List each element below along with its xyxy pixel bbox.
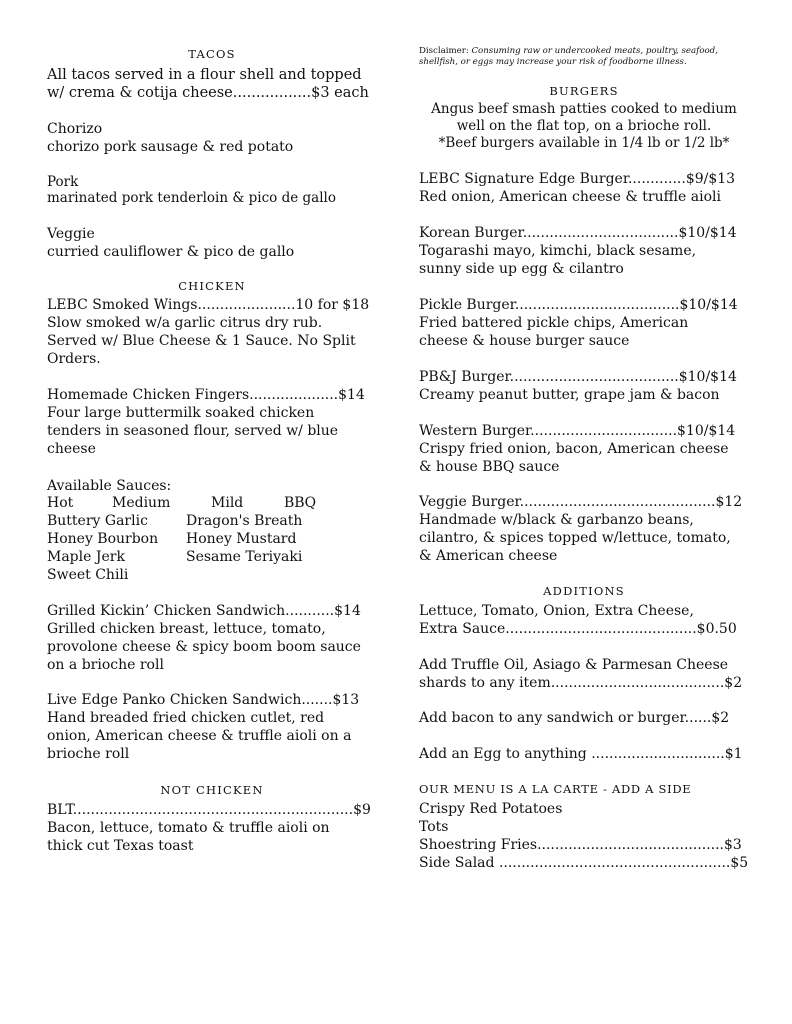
pork-name: Pork (47, 174, 79, 190)
side-item: Crispy Red Potatoes (419, 801, 563, 817)
panko-sandwich-item: Live Edge Panko Chicken Sandwich.......$13 (47, 692, 360, 708)
chorizo-description: chorizo pork sausage & red potato (47, 139, 294, 155)
wings-description: Orders. (47, 351, 101, 367)
pork-description: marinated pork tenderloin & pico de gallo (47, 190, 336, 206)
burgers-intro: well on the flat top, on a brioche roll. (456, 118, 712, 134)
fingers-description: Four large buttermilk soaked chicken (47, 405, 315, 421)
kickin-sandwich-item: Grilled Kickin’ Chicken Sandwich...........$14 (47, 603, 361, 619)
panko-description: Hand breaded fried chicken cutlet, red (47, 710, 325, 726)
sauce-buttery-garlic: Buttery Garlic (47, 513, 148, 529)
kickin-description: Grilled chicken breast, lettuce, tomato, (47, 621, 326, 637)
disclaimer-text: Consuming raw or undercooked meats, poultry, seafood, shellfish, or eggs may increase your risk of foodborne illness. (419, 46, 718, 67)
wings-description: Slow smoked w/a garlic citrus dry rub. (47, 315, 323, 331)
burgers-heading: BURGERS (549, 84, 619, 98)
panko-description: onion, American cheese & truffle aioli on a (47, 728, 352, 744)
burgers-intro: Angus beef smash patties cooked to medium (431, 101, 737, 117)
western-burger-description: & house BBQ sauce (419, 459, 560, 475)
wings-item: LEBC Smoked Wings......................10 for $18 (47, 297, 370, 313)
panko-description: brioche roll (47, 746, 130, 762)
tacos-heading: TACOS (188, 47, 236, 61)
addition-item: Add bacon to any sandwich or burger......$2 (419, 710, 730, 726)
addition-item: shards to any item.......................................$2 (419, 675, 743, 691)
sides-heading: OUR MENU IS A LA CARTE - ADD A SIDE (419, 782, 692, 796)
sauce-honey-bourbon: Honey Bourbon (47, 531, 159, 547)
signature-burger-description: Red onion, American cheese & truffle aioli (419, 189, 721, 205)
sauce-maple-jerk: Maple Jerk (47, 549, 125, 565)
veggie-burger-description: Handmade w/black & garbanzo beans, (419, 512, 694, 528)
sauce-medium: Medium (112, 495, 171, 511)
disclaimer-label: Disclaimer: (419, 46, 472, 56)
tacos-description: All tacos served in a flour shell and topped (47, 67, 362, 83)
sauce-mild: Mild (211, 495, 244, 511)
addition-item: Add an Egg to anything ..............................$1 (419, 746, 743, 762)
korean-burger-item: Korean Burger...................................$10/$14 (419, 225, 737, 241)
chorizo-name: Chorizo (47, 121, 103, 137)
kickin-description: provolone cheese & spicy boom boom sauce (47, 639, 361, 655)
wings-description: Served w/ Blue Cheese & 1 Sauce. No Split (47, 333, 356, 349)
burgers-intro: *Beef burgers available in 1/4 lb or 1/2 lb* (438, 135, 730, 151)
disclaimer (419, 46, 729, 67)
sauce-sesame-teriyaki: Sesame Teriyaki (186, 549, 303, 565)
signature-burger-item: LEBC Signature Edge Burger.............$9/$13 (419, 171, 736, 187)
fingers-item: Homemade Chicken Fingers....................$14 (47, 387, 365, 403)
sauce-bbq: BBQ (284, 495, 317, 511)
not-chicken-heading: NOT CHICKEN (160, 783, 264, 797)
pickle-burger-description: cheese & house burger sauce (419, 333, 630, 349)
addition-item: Lettuce, Tomato, Onion, Extra Cheese, (419, 603, 694, 619)
sauce-hot: Hot (47, 495, 74, 511)
side-item: Shoestring Fries..........................................$3 (419, 837, 742, 853)
western-burger-item: Western Burger.................................$10/$14 (419, 423, 736, 439)
korean-burger-description: Togarashi mayo, kimchi, black sesame, (419, 243, 697, 259)
side-item: Tots (419, 819, 449, 835)
veggie-taco-description: curried cauliflower & pico de gallo (47, 244, 295, 260)
blt-description: thick cut Texas toast (47, 838, 194, 854)
additions-heading: ADDITIONS (543, 584, 625, 598)
blt-item: BLT...............................................................$9 (47, 802, 371, 818)
blt-description: Bacon, lettuce, tomato & truffle aioli on (47, 820, 330, 836)
sauce-sweet-chili: Sweet Chili (47, 567, 129, 583)
addition-item: Extra Sauce...........................................$0.50 (419, 621, 737, 637)
pbj-burger-item: PB&J Burger......................................$10/$14 (419, 369, 737, 385)
pickle-burger-description: Fried battered pickle chips, American (419, 315, 689, 331)
addition-item: Add Truffle Oil, Asiago & Parmesan Cheese (419, 657, 729, 673)
tacos-price-line: w/ crema & cotija cheese.................$3 each (47, 85, 369, 101)
pbj-burger-description: Creamy peanut butter, grape jam & bacon (419, 387, 720, 403)
sauces-label: Available Sauces: (47, 478, 172, 494)
fingers-description: tenders in seasoned flour, served w/ blue (47, 423, 339, 439)
kickin-description: on a brioche roll (47, 657, 164, 673)
pickle-burger-item: Pickle Burger.....................................$10/$14 (419, 297, 738, 313)
sauce-honey-mustard: Honey Mustard (186, 531, 297, 547)
veggie-burger-item: Veggie Burger............................................$12 (419, 494, 743, 510)
side-item: Side Salad ....................................................$5 (419, 855, 749, 871)
veggie-burger-description: & American cheese (419, 548, 558, 564)
fingers-description: cheese (47, 441, 96, 457)
veggie-burger-description: cilantro, & spices topped w/lettuce, tomato, (419, 530, 731, 546)
korean-burger-description: sunny side up egg & cilantro (419, 261, 624, 277)
veggie-taco-name: Veggie (47, 226, 95, 242)
sauce-dragons-breath: Dragon's Breath (186, 513, 303, 529)
chicken-heading: CHICKEN (178, 279, 246, 293)
western-burger-description: Crispy fried onion, bacon, American cheese (419, 441, 729, 457)
